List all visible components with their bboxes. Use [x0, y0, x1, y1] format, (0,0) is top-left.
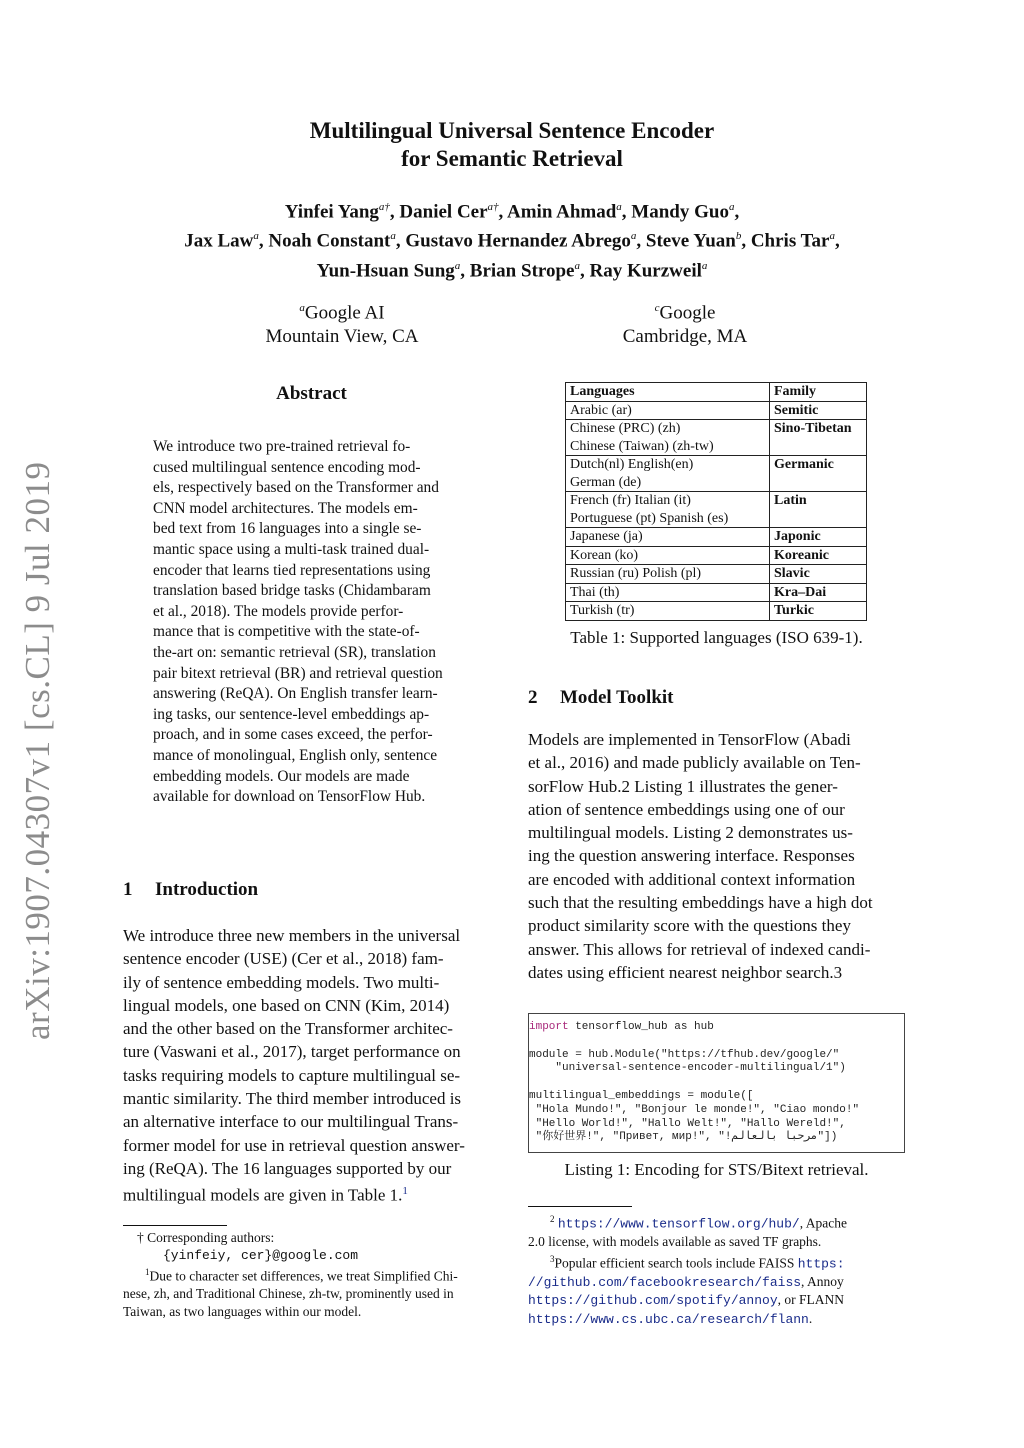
intro-line: lingual models, one based on CNN (Kim, 2014) [123, 995, 450, 1015]
table-1-caption: Table 1: Supported languages (ISO 639-1). [570, 628, 863, 647]
code-line: module = hub.Module("https://tfhub.dev/google/" [529, 1048, 840, 1061]
intro-paragraph [123, 924, 500, 1207]
footnotes-left [123, 1229, 500, 1320]
table-cell-family: Koreanic [770, 546, 867, 565]
author-mark: a† [487, 201, 499, 213]
table-row [566, 401, 867, 420]
toolkit-paragraph [528, 728, 905, 984]
author-mark: b [735, 230, 742, 243]
footnote-text: , Apache [799, 1215, 847, 1231]
corresponding-authors: † Corresponding authors: [137, 1230, 275, 1245]
footnote-line: Due to character set differences, we treat Simplified Chi- [149, 1268, 458, 1284]
author-mark: a† [378, 201, 390, 213]
affiliation-org: Google AI [304, 302, 385, 324]
footnote-line: Taiwan, as two languages within our model. [123, 1303, 362, 1319]
footnote-mark: 3 [550, 1253, 555, 1264]
author-name: Ray Kurzweil [589, 259, 702, 281]
abstract-line: bed text from 16 languages into a single se- [153, 520, 422, 538]
annoy-link[interactable]: https://github.com/spotify/annoy [528, 1293, 778, 1308]
table-cell-languages [566, 546, 770, 565]
section-title: Model Toolkit [560, 687, 674, 708]
table-header-cell: Languages [566, 383, 770, 402]
code-line: "Hola Mundo!", "Bonjour le monde!", "Ciao mondo!" [529, 1103, 860, 1116]
title-line-2: for Semantic Retrieval [401, 146, 623, 171]
abstract-line: et al., 2018). The models provide perfor- [153, 602, 404, 620]
author-line-1: Yinfei Yang$^{a\dagger}$, Daniel Cer$^{a\dagger}$, Amin Ahmad$^a$, Mandy Guo$^a$, [284, 201, 740, 223]
intro-line: tasks requiring models to capture multilingual se- [123, 1065, 461, 1085]
table-cell-family: Semitic [770, 401, 867, 420]
toolkit-line: are encoded with additional context information [528, 869, 856, 889]
intro-line: and the other based on the Transformer architec- [123, 1019, 453, 1039]
footnote-text: Popular efficient search tools include FAISS [554, 1255, 795, 1270]
footnote-line: nese, zh, and Traditional Chinese, zh-tw, prominently used in [123, 1286, 454, 1301]
table-row [566, 528, 867, 547]
footnote-3-line-3 [528, 1291, 905, 1310]
arxiv-sidebar [18, 461, 57, 1041]
abstract-line: mantic space using a multi-task trained dual- [153, 540, 430, 558]
abstract-line: els, respectively based on the Transformer and [153, 479, 439, 497]
title-line-1: Multilingual Universal Sentence Encoder [309, 118, 715, 143]
footnote-3-line-2 [528, 1273, 905, 1292]
table-row [566, 602, 867, 621]
table-cell-family: Sino-Tibetan [770, 420, 867, 456]
author-list [0, 195, 1024, 283]
author-mark: a [829, 230, 835, 243]
footnote-2-cont: 2.0 license, with models available as saved TF graphs. [528, 1234, 822, 1249]
abstract-line: CNN model architectures. The models em- [153, 499, 418, 517]
flann-link[interactable]: https://www.cs.ubc.ca/research/flann [528, 1311, 809, 1327]
footnotes-right [528, 1211, 905, 1328]
language-entry: German (de) [570, 474, 642, 490]
abstract-line: mance that is competitive with the state-of- [153, 623, 420, 641]
affiliation-place: Mountain View, CA [265, 326, 419, 348]
abstract-line: the-art on: semantic retrieval (SR), translation [153, 643, 436, 661]
author-name: Daniel Cer [399, 201, 488, 223]
code-line: multilingual_embeddings = module([ [529, 1089, 754, 1102]
listing-1-code [528, 1013, 905, 1153]
code-line: "你好世界!", "Привет, мир!", "!مرحبا بالعالم"]) [529, 1131, 838, 1144]
author-line-3: Yun-Hsuan Sung$^a$, Brian Strope$^a$, Ray Kurzweil$^a$ [316, 259, 708, 281]
author-mark: a [701, 259, 708, 272]
intro-line: ing (ReQA). The 16 languages supported by our [123, 1158, 452, 1178]
language-entry: Portuguese (pt) Spanish (es) [570, 510, 729, 526]
footnote-mark: 1 [145, 1267, 150, 1277]
toolkit-line: ation of sentence embeddings using one of our [528, 799, 845, 819]
author-mark: a [574, 259, 580, 272]
intro-line: an alternative interface to our multilingual Trans- [123, 1112, 459, 1132]
language-entry: Thai (th) [570, 584, 620, 600]
footnote-2 [528, 1211, 905, 1233]
author-name: Chris Tar [750, 230, 830, 252]
table-cell-languages [566, 583, 770, 602]
author-mark: a [390, 230, 396, 243]
author-mark: a [616, 201, 622, 213]
table-row [566, 492, 867, 528]
language-entry: Chinese (Taiwan) (zh-tw) [570, 438, 714, 454]
code-line [529, 1076, 904, 1090]
language-entry: French (fr) Italian (it) [570, 493, 691, 508]
footnote-text: , Annoy [801, 1273, 844, 1289]
table-row [566, 456, 867, 492]
table-cell-languages [566, 528, 770, 547]
author-line-2: Jax Law$^a$, Noah Constant$^a$, Gustavo Hernandez Abrego$^a$, Steve Yuan$^b$, Chris Tar$^a$, [184, 230, 840, 252]
footnote-rule-right [528, 1206, 632, 1207]
footnote-3-line-4 [528, 1310, 905, 1329]
author-mark: a [253, 230, 259, 243]
section-number: 1 [123, 879, 133, 900]
abstract-line: We introduce two pre-trained retrieval fo- [153, 438, 411, 455]
author-mark: a [728, 201, 735, 213]
section-1-heading [123, 879, 258, 901]
footnote-text: . [808, 1310, 813, 1326]
author-name: Yun-Hsuan Sung [316, 259, 455, 281]
author-name: Jax Law [184, 230, 254, 252]
intro-line-text: multilingual models are given in Table 1. [123, 1185, 403, 1205]
table-header-cell: Family [770, 383, 867, 402]
language-entry: Arabic (ar) [570, 402, 632, 418]
section-title: Introduction [155, 879, 259, 900]
footnote-ref-1[interactable]: 1 [402, 1185, 408, 1198]
abstract-line: available for download on TensorFlow Hub. [153, 788, 426, 806]
faiss-link[interactable]: //github.com/facebookresearch/faiss [528, 1274, 802, 1290]
language-entry: Turkish (tr) [570, 603, 635, 618]
table-row [566, 546, 867, 565]
affiliation-mark: a [299, 302, 305, 314]
tensorflow-hub-link[interactable]: https://www.tensorflow.org/hub/ [557, 1216, 800, 1232]
author-mark: a [454, 259, 461, 272]
toolkit-line: ing the question answering interface. Responses [528, 846, 855, 866]
arxiv-id: arXiv:1907.04307v1 [cs.CL] 9 Jul 2019 [18, 461, 57, 1040]
affiliation-mark: c [654, 302, 660, 314]
abstract-line: proach, and in some cases exceed, the perfor- [153, 726, 433, 744]
code-line: "Hello World!", "Hallo Welt!", "Hallo Wereld!", [529, 1117, 846, 1130]
affiliation-google-cambridge [555, 296, 815, 349]
section-number: 2 [528, 687, 538, 708]
author-name: Amin Ahmad [507, 201, 617, 223]
toolkit-line: Models are implemented in TensorFlow (Abadi [528, 730, 851, 749]
listing-1-caption: Listing 1: Encoding for STS/Bitext retrieval. [564, 1160, 869, 1179]
table-cell-family: Latin [770, 492, 867, 528]
footnote-1 [123, 1264, 500, 1320]
language-entry: Korean (ko) [570, 547, 639, 563]
footnote-text: , or FLANN [777, 1292, 845, 1307]
code-line: "universal-sentence-encoder-multilingual/1") [529, 1062, 846, 1075]
toolkit-line: sorFlow Hub.2 Listing 1 illustrates the gener- [528, 776, 838, 796]
intro-line: mantic similarity. The third member introduced is [123, 1089, 462, 1109]
intro-line [123, 1180, 500, 1207]
table-cell-languages [566, 401, 770, 420]
abstract-line: mance of monolingual, English only, sentence [153, 746, 438, 764]
table-cell-family: Slavic [770, 565, 867, 584]
author-name: Yinfei Yang [284, 201, 379, 223]
language-entry: Dutch(nl) English(en) [570, 457, 694, 472]
abstract-body [153, 437, 470, 808]
affiliation-google-ai [212, 296, 472, 349]
table-cell-family: Germanic [770, 456, 867, 492]
table-cell-languages [566, 420, 770, 456]
faiss-link-start[interactable]: https: [797, 1256, 845, 1271]
table-row [566, 583, 867, 602]
table-header-row [566, 383, 867, 402]
language-entry: Japanese (ja) [570, 529, 643, 544]
author-name: Noah Constant [268, 230, 391, 252]
code-line: import tensorflow_hub as hub [529, 1021, 714, 1033]
footnote-3 [528, 1251, 905, 1273]
table-cell-languages [566, 456, 770, 492]
toolkit-line: et al., 2016) and made publicly available on Ten- [528, 753, 861, 773]
abstract-heading: Abstract [276, 383, 347, 404]
table-cell-languages [566, 492, 770, 528]
abstract-line: encoder that learns tied representations using [153, 561, 431, 579]
intro-line: We introduce three new members in the universal [123, 926, 461, 945]
toolkit-line: such that the resulting embeddings have a high dot [528, 893, 873, 913]
table-row [566, 420, 867, 456]
abstract-line: answering (ReQA). On English transfer learn- [153, 685, 438, 703]
table-cell-languages [566, 602, 770, 621]
abstract-line: cused multilingual sentence encoding mod- [153, 458, 421, 476]
intro-line: ily of sentence embedding models. Two multi- [123, 972, 440, 992]
intro-line: sentence encoder (USE) (Cer et al., 2018) fam- [123, 949, 444, 969]
affiliation-place: Cambridge, MA [622, 326, 748, 348]
author-emails: {yinfeiy, cer}@google.com [163, 1247, 359, 1263]
footnote-rule-left [123, 1225, 227, 1226]
toolkit-line: dates using efficient nearest neighbor search.3 [528, 962, 843, 982]
author-mark: a [630, 230, 637, 243]
author-name: Mandy Guo [631, 201, 729, 223]
table-cell-family: Kra–Dai [770, 583, 867, 602]
paper-title [0, 117, 1024, 173]
abstract-line: pair bitext retrieval (BR) and retrieval question [153, 664, 443, 682]
toolkit-line: multilingual models. Listing 2 demonstrates us- [528, 823, 853, 843]
language-entry: Chinese (PRC) (zh) [570, 421, 681, 436]
code-line [529, 1035, 904, 1049]
abstract-line: embedding models. Our models are made [153, 767, 410, 785]
table-cell-languages [566, 565, 770, 584]
abstract-line: translation based bridge tasks (Chidambaram [153, 582, 431, 600]
languages-table [565, 382, 867, 621]
section-2-heading [528, 687, 674, 709]
table-cell-family: Turkic [770, 602, 867, 621]
footnote-mark: 2 [550, 1214, 555, 1224]
intro-line: ture (Vaswani et al., 2017), target performance on [123, 1042, 461, 1062]
table-cell-family: Japonic [770, 528, 867, 547]
affiliation-org: Google [659, 302, 716, 324]
toolkit-line: answer. This allows for retrieval of indexed candi- [528, 939, 871, 959]
abstract-line: ing tasks, our sentence-level embeddings ap- [153, 705, 430, 723]
intro-line: former model for use in retrieval question answer- [123, 1135, 465, 1155]
toolkit-line: product similarity score with the questions they [528, 916, 851, 936]
author-name: Brian Strope [469, 259, 575, 281]
language-entry: Russian (ru) Polish (pl) [570, 566, 702, 581]
table-row [566, 565, 867, 584]
author-name: Steve Yuan [645, 230, 736, 252]
author-name: Gustavo Hernandez Abrego [405, 230, 631, 252]
